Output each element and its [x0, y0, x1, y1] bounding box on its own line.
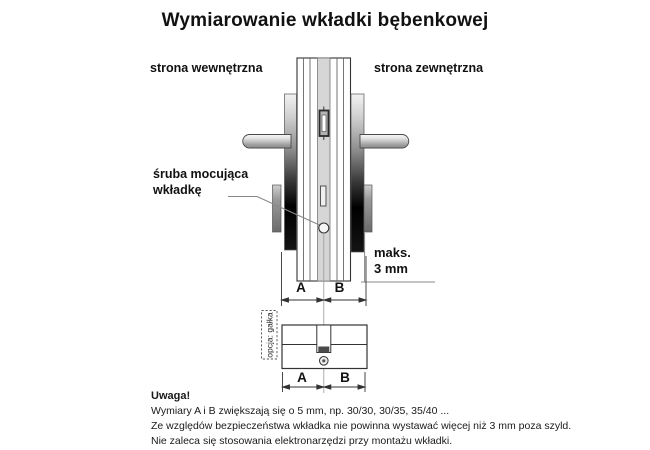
keyway-slot: [321, 186, 327, 206]
inner-side-label: strona wewnętrzna: [150, 61, 263, 75]
mounting-screw: [319, 223, 329, 233]
dimension-b-small: B: [340, 369, 350, 385]
shield-inner-side: [285, 94, 297, 250]
cam: [318, 347, 329, 353]
cylinder-cam-slot: [320, 107, 329, 141]
dimension-a-small: A: [297, 369, 307, 385]
max-protrusion-label-line1: maks.: [374, 245, 411, 260]
note-line-1: Wymiary A i B zwiększają się o 5 mm, np. 30/30, 30/35, 35/40 ...: [151, 405, 450, 417]
cylinder-profile-drawing: [282, 325, 367, 369]
rosette-outer-side: [364, 185, 372, 232]
dimension-a-main: A: [296, 280, 306, 295]
handle-rod-inner: [243, 135, 291, 149]
max-protrusion-label: [374, 245, 411, 276]
note-line-3: Nie zaleca się stosowania elektronarzędzi przy montażu wkładki.: [151, 435, 453, 447]
knob-option-label: opcja: gałka: [264, 312, 275, 358]
note-block: [151, 389, 571, 449]
rosette-inner-side: [273, 185, 282, 232]
note-line-2: Ze względów bezpieczeństwa wkładka nie powinna wystawać więcej niż 3 mm poza szyld.: [151, 420, 572, 432]
handle-rod-outer: [360, 135, 409, 149]
mounting-screw-label-line1: śruba mocująca: [153, 167, 249, 181]
mounting-screw-label: [153, 166, 248, 198]
dimension-b-main: B: [334, 280, 345, 295]
note-heading: Uwaga!: [151, 390, 191, 402]
max-protrusion-label-line2: 3 mm: [374, 260, 408, 276]
mounting-screw-label-line2: wkładkę: [153, 183, 202, 197]
outer-side-label: strona zewnętrzna: [374, 61, 484, 75]
page-title: Wymiarowanie wkładki bębenkowej: [161, 10, 489, 31]
shield-outer-side: [351, 94, 364, 252]
